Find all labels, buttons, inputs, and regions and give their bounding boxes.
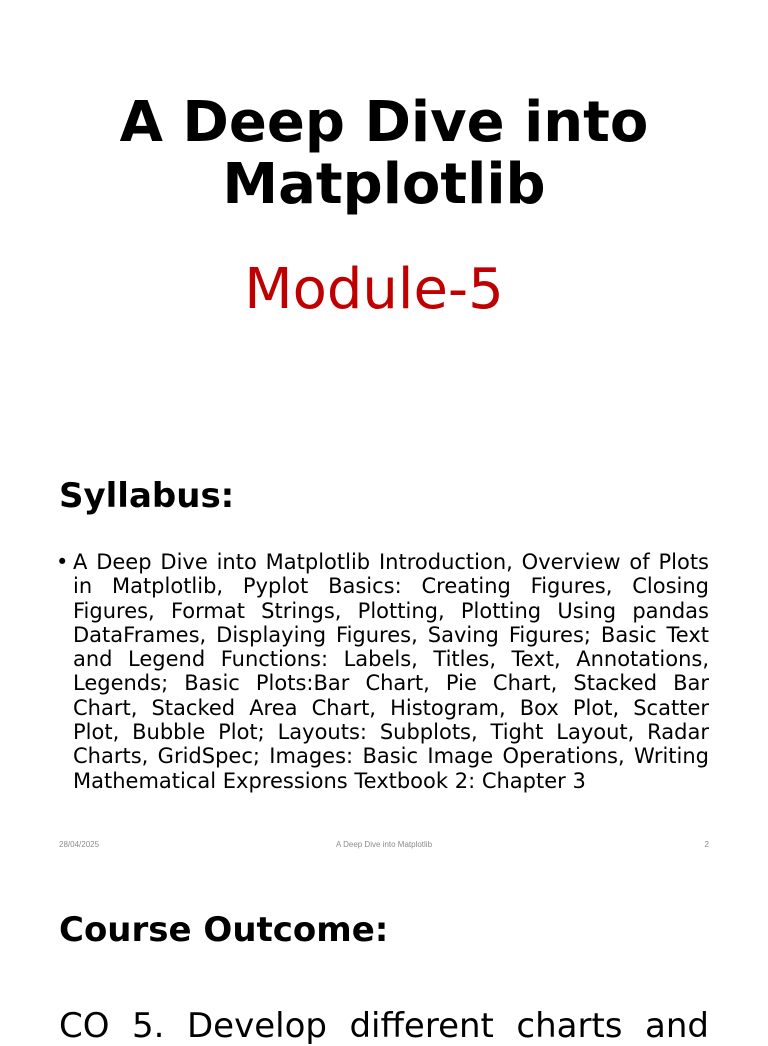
title-slide [0, 0, 768, 430]
course-outcome-slide [0, 860, 768, 1046]
course-outcome-text: CO 5. Develop different charts and [59, 1006, 709, 1046]
bullet-icon: • [56, 550, 69, 574]
slide-title-line2: Matplotlib [222, 152, 546, 217]
syllabus-slide [0, 430, 768, 860]
module-subtitle: Module-5 [244, 257, 504, 322]
footer-date: 28/04/2025 [59, 840, 100, 849]
slide-title [0, 92, 768, 216]
course-outcome-heading: Course Outcome: [59, 910, 389, 950]
footer-title: A Deep Dive into Matplotlib [335, 840, 433, 849]
syllabus-text: A Deep Dive into Matplotlib Introduction, Overview of Plots in Matplotlib, Pyplot Basics: Creating Figures, Closing Figures, Format Strings, Plotting, Plotting Using pandas DataFrames, Displaying Figures, Saving Figures; Basic Text and Legend Functions: Labels, Titles, Text, Annotations, Legends; Basic Plots:Bar Chart, Pie Chart, Stacked Bar Chart, Stacked Area Chart, Histogram, Box Plot, Scatter Plot, Bubble Plot; Layouts: Subplots, Tight Layout, Radar Charts, GridSpec; Images: Basic Image Operations, Writing Mathematical Expressions Textbook 2: Chapter 3 [73, 550, 709, 793]
syllabus-bullet [56, 550, 709, 793]
slide-title-line1: A Deep Dive into [119, 90, 649, 155]
footer-page-number: 2 [704, 840, 709, 849]
syllabus-heading: Syllabus: [59, 476, 235, 516]
